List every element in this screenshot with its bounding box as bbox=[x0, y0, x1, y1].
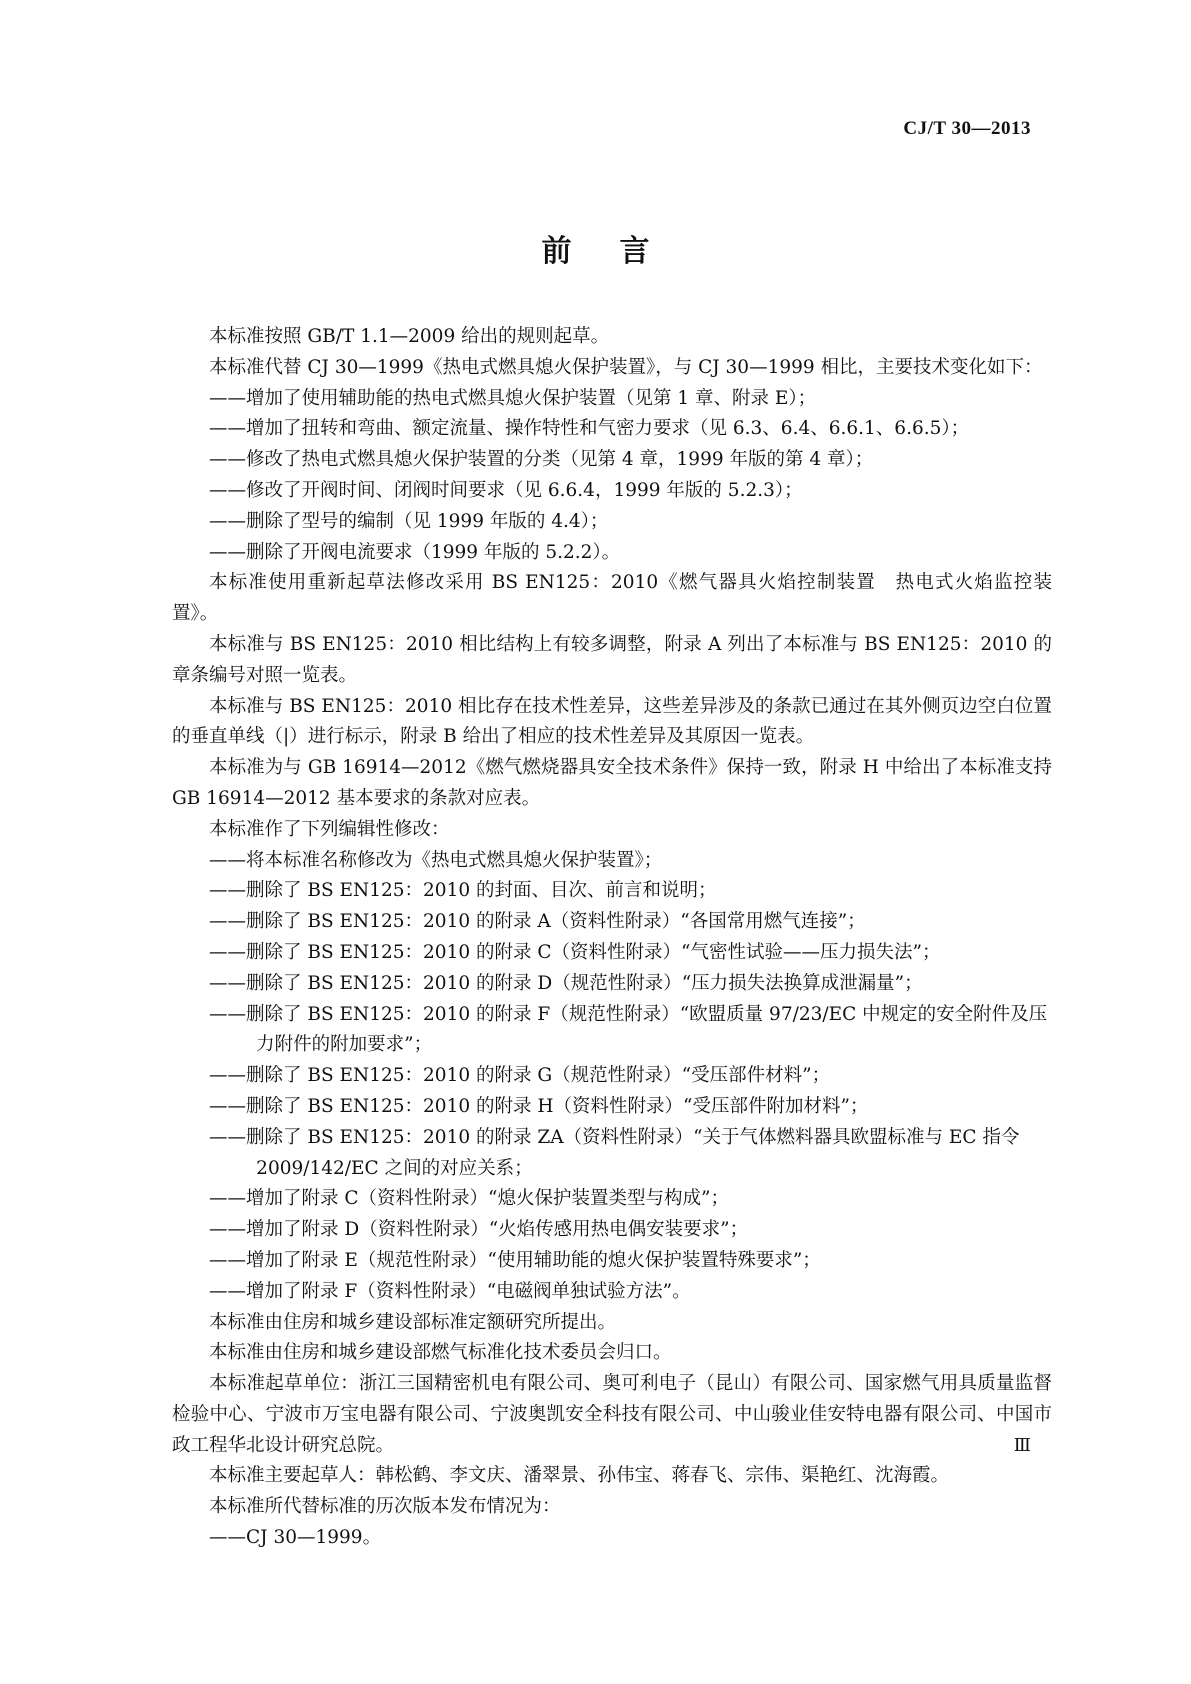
paragraph: 本标准所代替标准的历次版本发布情况为： bbox=[209, 1496, 561, 1518]
dash-list-item-text: ——删除了 BS EN125：2010 的附录 G（规范性附录）“受压部件材料”； bbox=[209, 1065, 831, 1087]
paragraph: 本标准与 BS EN125：2010 相比存在技术性差异，这些差异涉及的条款已通过在其外侧页边空白位置的垂直单线（|）进行标示，附录 B 给出了相应的技术性差异及其原因一览表。 bbox=[172, 695, 1052, 748]
dash-list-item-text: ——修改了开阀时间、闭阀时间要求（见 6.6.4，1999 年版的 5.2.3）； bbox=[209, 479, 803, 501]
paragraph: 本标准由住房和城乡建设部标准定额研究所提出。 bbox=[209, 1311, 617, 1333]
dash-list-item bbox=[172, 1184, 1052, 1215]
dash-list-item-text: ——删除了型号的编制（见 1999 年版的 4.4）； bbox=[209, 510, 609, 532]
dash-list-item bbox=[172, 476, 1052, 507]
dash-list-item-text: ——删除了 BS EN125：2010 的附录 C（资料性附录）“气密性试验——压力损失法”； bbox=[209, 941, 941, 963]
dash-list-item-text: ——增加了附录 C（资料性附录）“熄火保护装置类型与构成”； bbox=[209, 1188, 729, 1210]
dash-list-item-text: ——CJ 30—1999。 bbox=[209, 1527, 382, 1549]
dash-list-item bbox=[172, 938, 1052, 969]
title-char-1: 前 bbox=[541, 234, 572, 269]
dash-list-item-text: ——修改了热电式燃具熄火保护装置的分类（见第 4 章，1999 年版的第 4 章）； bbox=[209, 449, 874, 471]
section-title bbox=[0, 226, 1191, 270]
dash-list-item bbox=[172, 1277, 1052, 1308]
dash-list-item bbox=[172, 1123, 1052, 1185]
dash-list-item bbox=[172, 1000, 1052, 1062]
paragraph: 本标准按照 GB/T 1.1—2009 给出的规则起草。 bbox=[209, 326, 610, 347]
dash-list-item-text: ——增加了附录 D（资料性附录）“火焰传感用热电偶安装要求”； bbox=[209, 1219, 749, 1241]
paragraph: 本标准为与 GB 16914—2012《燃气燃烧器具安全技术条件》保持一致，附录 H 中给出了本标准支持 GB 16914—2012 基本要求的条款对应表。 bbox=[172, 757, 1052, 809]
dash-list-item-text: ——删除了开阀电流要求（1999 年版的 5.2.2）。 bbox=[209, 541, 621, 563]
dash-list-item bbox=[172, 1061, 1052, 1092]
paragraph: 本标准由住房和城乡建设部燃气标准化技术委员会归口。 bbox=[209, 1342, 672, 1364]
dash-list-item bbox=[172, 1215, 1052, 1246]
dash-list-item-text: ——删除了 BS EN125：2010 的附录 D（规范性附录）“压力损失法换算成泄漏量”； bbox=[209, 972, 923, 994]
paragraph: 本标准使用重新起草法修改采用 BS EN125：2010《燃气器具火焰控制装置 热电式火焰监控装置》。 bbox=[172, 572, 1052, 625]
paragraph: 本标准作了下列编辑性修改： bbox=[209, 818, 450, 840]
dash-list-item bbox=[172, 384, 1052, 415]
dash-list-item-text: ——增加了附录 E（规范性附录）“使用辅助能的熄火保护装置特殊要求”； bbox=[209, 1249, 821, 1271]
dash-list-item-text: ——删除了 BS EN125：2010 的封面、目次、前言和说明； bbox=[209, 880, 717, 902]
dash-list-item bbox=[172, 507, 1052, 538]
dash-list-item bbox=[172, 846, 1052, 877]
dash-list-item-text: ——删除了 BS EN125：2010 的附录 F（规范性附录）“欧盟质量 97/23/EC 中规定的安全附件及压力附件的附加要求”； bbox=[209, 1003, 1048, 1056]
paragraph: 本标准代替 CJ 30—1999《热电式燃具熄火保护装置》，与 CJ 30—1999 相比，主要技术变化如下： bbox=[209, 356, 1043, 378]
dash-list-item-text: ——将本标准名称修改为《热电式燃具熄火保护装置》； bbox=[209, 849, 663, 871]
dash-list-item-text: ——删除了 BS EN125：2010 的附录 ZA（资料性附录）“关于气体燃料器具欧盟标准与 EC 指令 2009/142/EC 之间的对应关系； bbox=[209, 1126, 1020, 1179]
dash-list-item bbox=[172, 876, 1052, 907]
title-char-2: 言 bbox=[619, 234, 650, 269]
dash-list-item bbox=[172, 1523, 1052, 1554]
dash-list-item bbox=[172, 538, 1052, 569]
dash-list-item-text: ——增加了使用辅助能的热电式燃具熄火保护装置（见第 1 章、附录 E）； bbox=[209, 387, 817, 409]
dash-list-item-text: ——增加了扭转和弯曲、额定流量、操作特性和气密力要求（见 6.3、6.4、6.6.1、6.6.5）； bbox=[209, 418, 970, 440]
dash-list-item bbox=[172, 414, 1052, 445]
dash-list-item-text: ——删除了 BS EN125：2010 的附录 A（资料性附录）“各国常用燃气连接”； bbox=[209, 911, 866, 933]
paragraph: 本标准主要起草人：韩松鹤、李文庆、潘翠景、孙伟宝、蒋春飞、宗伟、渠艳红、沈海霞。 bbox=[209, 1465, 950, 1487]
foreword-body bbox=[172, 322, 1052, 1554]
paragraph: 本标准与 BS EN125：2010 相比结构上有较多调整，附录 A 列出了本标准与 BS EN125：2010 的章条编号对照一览表。 bbox=[172, 633, 1052, 686]
dash-list-item bbox=[172, 445, 1052, 476]
dash-list-item-text: ——增加了附录 F（资料性附录）“电磁阀单独试验方法”。 bbox=[209, 1280, 691, 1302]
document-code: CJ/T 30—2013 bbox=[903, 118, 1031, 139]
page-number: Ⅲ bbox=[1013, 1435, 1031, 1455]
dash-list-item bbox=[172, 1246, 1052, 1277]
dash-list-item bbox=[172, 907, 1052, 938]
dash-list-item bbox=[172, 969, 1052, 1000]
dash-list-item bbox=[172, 1092, 1052, 1123]
dash-list-item-text: ——删除了 BS EN125：2010 的附录 H（资料性附录）“受压部件附加材料”； bbox=[209, 1095, 869, 1117]
paragraph: 本标准起草单位：浙江三国精密机电有限公司、奥可利电子（昆山）有限公司、国家燃气用具质量监督检验中心、宁波市万宝电器有限公司、宁波奥凯安全科技有限公司、中山骏业佳安特电器有限公司、中国市政工程华北设计研究总院。 bbox=[172, 1373, 1052, 1456]
